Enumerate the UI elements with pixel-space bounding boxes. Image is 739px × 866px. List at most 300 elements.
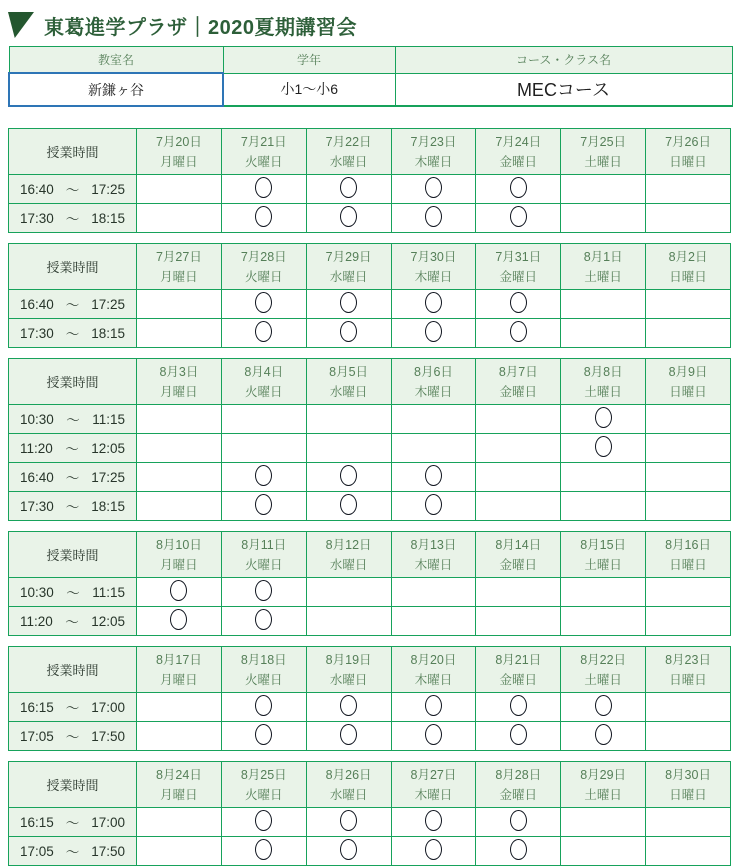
day-header-cell xyxy=(137,647,222,693)
date-label: 8月1日 xyxy=(583,249,623,264)
schedule-cell xyxy=(306,808,391,837)
date-label: 7月29日 xyxy=(325,249,372,264)
class-held-circle-mark xyxy=(510,321,527,342)
schedule-cell xyxy=(221,492,306,521)
date-label: 8月7日 xyxy=(498,364,538,379)
date-label: 8月4日 xyxy=(244,364,284,379)
schedule-cell xyxy=(391,722,476,751)
date-label: 8月10日 xyxy=(155,537,202,552)
schedule-cell xyxy=(646,808,731,837)
timeslot-row xyxy=(9,837,731,866)
day-header-cell xyxy=(221,359,306,405)
flag-triangle-icon xyxy=(8,12,34,38)
day-header-cell xyxy=(306,647,391,693)
schedule-cell xyxy=(561,722,646,751)
weekday-label: 土曜日 xyxy=(584,154,622,169)
time-end: 17:00 xyxy=(91,699,125,715)
schedule-cell xyxy=(391,319,476,348)
weekday-label: 土曜日 xyxy=(584,557,622,572)
schedule-cell xyxy=(221,204,306,233)
time-start: 11:20 xyxy=(20,440,53,456)
schedule-cell xyxy=(646,319,731,348)
week-schedule-table xyxy=(8,646,731,751)
day-header-cell xyxy=(561,647,646,693)
schedule-cell xyxy=(391,434,476,463)
weekday-label: 日曜日 xyxy=(669,557,707,572)
weekday-label: 月曜日 xyxy=(160,672,198,687)
date-label: 8月11日 xyxy=(241,537,287,552)
date-label: 8月13日 xyxy=(410,537,457,552)
schedule-cell xyxy=(646,405,731,434)
schedule-cell xyxy=(646,722,731,751)
timeslot-row xyxy=(9,492,731,521)
weekday-label: 木曜日 xyxy=(414,384,453,399)
class-held-circle-mark xyxy=(255,810,272,831)
info-header-classroom: 教室名 xyxy=(9,47,223,74)
schedule-cell xyxy=(221,693,306,722)
weekday-label: 金曜日 xyxy=(499,269,538,284)
date-label: 8月29日 xyxy=(580,767,627,782)
time-end: 17:25 xyxy=(91,296,125,312)
weekday-label: 火曜日 xyxy=(245,672,283,687)
schedule-cell xyxy=(646,693,731,722)
day-header-cell xyxy=(221,532,306,578)
timeslot-label-cell xyxy=(9,607,137,636)
day-header-cell xyxy=(561,359,646,405)
timeslot-row xyxy=(9,290,731,319)
day-header-cell xyxy=(476,647,561,693)
schedule-tables xyxy=(8,128,731,866)
info-header-row xyxy=(9,47,732,74)
weekday-label: 金曜日 xyxy=(499,384,538,399)
class-held-circle-mark xyxy=(255,839,272,860)
schedule-cell xyxy=(306,319,391,348)
time-tilde: ～ xyxy=(66,413,80,428)
weekday-label: 火曜日 xyxy=(245,787,283,802)
schedule-cell xyxy=(646,607,731,636)
time-tilde: ～ xyxy=(65,845,80,860)
schedule-cell xyxy=(561,319,646,348)
schedule-cell xyxy=(391,837,476,866)
grade-value-cell: 小1～小6 xyxy=(223,73,395,106)
timeslot-row xyxy=(9,722,731,751)
weekday-label: 火曜日 xyxy=(245,557,283,572)
time-end: 17:00 xyxy=(91,814,125,830)
time-end: 11:15 xyxy=(92,411,125,427)
week-schedule-table xyxy=(8,761,731,866)
schedule-cell xyxy=(391,808,476,837)
time-end: 11:15 xyxy=(92,584,125,600)
timeslot-label-cell xyxy=(9,808,137,837)
schedule-cell xyxy=(391,463,476,492)
schedule-cell xyxy=(137,405,222,434)
day-header-cell xyxy=(221,647,306,693)
schedule-cell xyxy=(137,175,222,204)
schedule-cell xyxy=(646,204,731,233)
schedule-cell xyxy=(476,693,561,722)
day-header-cell xyxy=(476,129,561,175)
course-info-table xyxy=(8,46,733,107)
day-header-cell xyxy=(306,129,391,175)
day-header-cell xyxy=(391,647,476,693)
timeslot-label-cell xyxy=(9,204,137,233)
schedule-cell xyxy=(646,175,731,204)
schedule-cell xyxy=(221,607,306,636)
class-held-circle-mark xyxy=(170,580,187,601)
schedule-cell xyxy=(646,290,731,319)
class-held-circle-mark xyxy=(255,177,272,198)
day-header-cell xyxy=(306,244,391,290)
weekday-label: 水曜日 xyxy=(329,672,368,687)
schedule-cell xyxy=(137,722,222,751)
schedule-cell xyxy=(306,607,391,636)
day-header-cell xyxy=(391,762,476,808)
schedule-cell xyxy=(137,204,222,233)
time-start: 16:40 xyxy=(20,181,54,197)
date-label: 8月30日 xyxy=(665,767,711,782)
date-label: 8月9日 xyxy=(668,364,708,379)
schedule-cell xyxy=(476,405,561,434)
time-column-header: 授業時間 xyxy=(9,359,137,405)
schedule-cell xyxy=(476,434,561,463)
time-tilde: ～ xyxy=(65,471,80,486)
schedule-cell xyxy=(306,722,391,751)
timeslot-row xyxy=(9,405,731,434)
time-tilde: ～ xyxy=(65,730,80,745)
time-end: 17:50 xyxy=(91,728,125,744)
class-held-circle-mark xyxy=(340,810,357,831)
week-header-row xyxy=(9,532,731,578)
time-end: 18:15 xyxy=(91,325,125,341)
date-label: 8月22日 xyxy=(580,652,627,667)
timeslot-label-cell xyxy=(9,463,137,492)
date-label: 7月25日 xyxy=(580,134,627,149)
class-held-circle-mark xyxy=(340,321,357,342)
schedule-cell xyxy=(306,837,391,866)
date-label: 8月2日 xyxy=(668,249,708,264)
class-held-circle-mark xyxy=(510,292,527,313)
day-header-cell xyxy=(391,359,476,405)
date-label: 8月25日 xyxy=(240,767,287,782)
class-held-circle-mark xyxy=(340,292,357,313)
weekday-label: 土曜日 xyxy=(584,672,622,687)
date-label: 8月26日 xyxy=(325,767,372,782)
class-held-circle-mark xyxy=(255,494,272,515)
class-held-circle-mark xyxy=(340,724,357,745)
week-header-row xyxy=(9,762,731,808)
weekday-label: 火曜日 xyxy=(245,384,283,399)
time-tilde: ～ xyxy=(66,586,80,601)
class-held-circle-mark xyxy=(425,177,442,198)
schedule-cell xyxy=(391,492,476,521)
classroom-value-cell[interactable]: 新鎌ヶ谷 xyxy=(9,73,223,106)
schedule-cell xyxy=(476,290,561,319)
schedule-cell xyxy=(561,808,646,837)
date-label: 7月24日 xyxy=(495,134,542,149)
timeslot-label-cell xyxy=(9,578,137,607)
schedule-cell xyxy=(306,434,391,463)
weekday-label: 金曜日 xyxy=(499,672,538,687)
date-label: 7月28日 xyxy=(240,249,287,264)
schedule-cell xyxy=(561,175,646,204)
schedule-cell xyxy=(306,578,391,607)
schedule-cell xyxy=(306,463,391,492)
class-held-circle-mark xyxy=(340,465,357,486)
time-tilde: ～ xyxy=(65,183,80,198)
course-value-cell: MECコース xyxy=(395,73,732,106)
week-header-row xyxy=(9,647,731,693)
day-header-cell xyxy=(306,532,391,578)
class-held-circle-mark xyxy=(255,609,272,630)
day-header-cell xyxy=(476,762,561,808)
page-header xyxy=(8,10,731,40)
class-held-circle-mark xyxy=(340,206,357,227)
schedule-cell xyxy=(137,319,222,348)
schedule-cell xyxy=(646,837,731,866)
schedule-cell xyxy=(476,722,561,751)
class-held-circle-mark xyxy=(595,695,612,716)
schedule-cell xyxy=(476,463,561,492)
class-held-circle-mark xyxy=(510,177,527,198)
day-header-cell xyxy=(137,359,222,405)
day-header-cell xyxy=(137,532,222,578)
day-header-cell xyxy=(137,129,222,175)
day-header-cell xyxy=(391,244,476,290)
time-tilde: ～ xyxy=(65,615,79,630)
schedule-cell xyxy=(306,290,391,319)
time-start: 10:30 xyxy=(20,584,54,600)
weekday-label: 金曜日 xyxy=(499,557,538,572)
class-held-circle-mark xyxy=(425,465,442,486)
day-header-cell xyxy=(391,532,476,578)
date-label: 7月21日 xyxy=(240,134,287,149)
week-header-row xyxy=(9,129,731,175)
day-header-cell xyxy=(561,762,646,808)
time-column-header: 授業時間 xyxy=(9,647,137,693)
schedule-cell xyxy=(137,808,222,837)
day-header-cell xyxy=(476,244,561,290)
weekday-label: 木曜日 xyxy=(414,557,453,572)
time-start: 17:30 xyxy=(20,498,54,514)
weekday-label: 水曜日 xyxy=(329,269,368,284)
time-start: 16:40 xyxy=(20,296,54,312)
schedule-cell xyxy=(476,204,561,233)
date-label: 8月19日 xyxy=(325,652,372,667)
day-header-cell xyxy=(561,532,646,578)
weekday-label: 水曜日 xyxy=(329,787,368,802)
class-held-circle-mark xyxy=(255,321,272,342)
schedule-cell xyxy=(476,578,561,607)
time-start: 17:05 xyxy=(20,843,54,859)
class-held-circle-mark xyxy=(595,436,612,457)
timeslot-row xyxy=(9,434,731,463)
class-held-circle-mark xyxy=(510,206,527,227)
week-header-row xyxy=(9,359,731,405)
weekday-label: 日曜日 xyxy=(669,384,707,399)
weekday-label: 火曜日 xyxy=(245,154,283,169)
schedule-cell xyxy=(646,578,731,607)
timeslot-row xyxy=(9,175,731,204)
day-header-cell xyxy=(221,762,306,808)
timeslot-row xyxy=(9,319,731,348)
class-held-circle-mark xyxy=(425,724,442,745)
schedule-cell xyxy=(476,837,561,866)
day-header-cell xyxy=(476,532,561,578)
schedule-cell xyxy=(391,204,476,233)
date-label: 8月8日 xyxy=(583,364,623,379)
time-end: 12:05 xyxy=(91,613,125,629)
date-label: 8月15日 xyxy=(580,537,627,552)
time-end: 12:05 xyxy=(91,440,125,456)
schedule-cell xyxy=(391,607,476,636)
weekday-label: 日曜日 xyxy=(669,787,707,802)
timeslot-row xyxy=(9,693,731,722)
schedule-cell xyxy=(646,434,731,463)
schedule-cell xyxy=(137,492,222,521)
schedule-cell xyxy=(391,290,476,319)
date-label: 7月20日 xyxy=(155,134,202,149)
time-end: 17:50 xyxy=(91,843,125,859)
class-held-circle-mark xyxy=(510,724,527,745)
day-header-cell xyxy=(646,532,731,578)
weekday-label: 木曜日 xyxy=(414,269,453,284)
date-label: 8月16日 xyxy=(665,537,711,552)
time-tilde: ～ xyxy=(65,816,80,831)
timeslot-label-cell xyxy=(9,492,137,521)
schedule-cell xyxy=(561,607,646,636)
weekday-label: 日曜日 xyxy=(669,672,707,687)
time-end: 18:15 xyxy=(91,210,125,226)
schedule-cell xyxy=(221,175,306,204)
class-held-circle-mark xyxy=(340,177,357,198)
schedule-cell xyxy=(561,290,646,319)
class-held-circle-mark xyxy=(510,810,527,831)
week-header-row xyxy=(9,244,731,290)
class-held-circle-mark xyxy=(425,810,442,831)
schedule-cell xyxy=(221,463,306,492)
class-held-circle-mark xyxy=(425,839,442,860)
weekday-label: 土曜日 xyxy=(584,787,622,802)
schedule-cell xyxy=(391,405,476,434)
time-tilde: ～ xyxy=(65,298,80,313)
time-column-header: 授業時間 xyxy=(9,129,137,175)
day-header-cell xyxy=(646,762,731,808)
day-header-cell xyxy=(137,762,222,808)
time-column-header: 授業時間 xyxy=(9,244,137,290)
time-start: 17:05 xyxy=(20,728,54,744)
timeslot-row xyxy=(9,607,731,636)
weekday-label: 日曜日 xyxy=(669,154,707,169)
schedule-cell xyxy=(306,405,391,434)
schedule-cell xyxy=(476,607,561,636)
time-start: 11:20 xyxy=(20,613,53,629)
class-held-circle-mark xyxy=(255,724,272,745)
day-header-cell xyxy=(646,359,731,405)
weekday-label: 月曜日 xyxy=(160,557,198,572)
schedule-cell xyxy=(476,319,561,348)
schedule-cell xyxy=(221,319,306,348)
schedule-cell xyxy=(391,693,476,722)
schedule-cell xyxy=(221,434,306,463)
weekday-label: 土曜日 xyxy=(584,384,622,399)
time-start: 16:15 xyxy=(20,814,54,830)
day-header-cell xyxy=(561,129,646,175)
time-start: 16:40 xyxy=(20,469,54,485)
class-held-circle-mark xyxy=(425,206,442,227)
timeslot-label-cell xyxy=(9,434,137,463)
schedule-cell xyxy=(306,693,391,722)
schedule-cell xyxy=(306,204,391,233)
schedule-cell xyxy=(391,175,476,204)
schedule-cell xyxy=(221,290,306,319)
time-end: 17:25 xyxy=(91,181,125,197)
page-title: 東葛進学プラザ｜2020夏期講習会 xyxy=(44,16,357,39)
timeslot-row xyxy=(9,463,731,492)
class-held-circle-mark xyxy=(340,839,357,860)
weekday-label: 月曜日 xyxy=(160,269,198,284)
day-header-cell xyxy=(646,647,731,693)
weekday-label: 木曜日 xyxy=(414,672,453,687)
time-start: 16:15 xyxy=(20,699,54,715)
info-header-course: コース・クラス名 xyxy=(395,47,732,74)
schedule-cell xyxy=(306,175,391,204)
date-label: 7月30日 xyxy=(410,249,457,264)
timeslot-label-cell xyxy=(9,175,137,204)
schedule-cell xyxy=(137,837,222,866)
date-label: 8月3日 xyxy=(159,364,199,379)
schedule-cell xyxy=(221,837,306,866)
time-column-header: 授業時間 xyxy=(9,532,137,578)
time-start: 17:30 xyxy=(20,325,54,341)
time-start: 17:30 xyxy=(20,210,54,226)
class-held-circle-mark xyxy=(425,695,442,716)
timeslot-row xyxy=(9,808,731,837)
time-column-header: 授業時間 xyxy=(9,762,137,808)
day-header-cell xyxy=(646,129,731,175)
weekday-label: 火曜日 xyxy=(245,269,283,284)
schedule-cell xyxy=(561,434,646,463)
schedule-cell xyxy=(646,463,731,492)
day-header-cell xyxy=(391,129,476,175)
schedule-cell xyxy=(137,290,222,319)
day-header-cell xyxy=(306,359,391,405)
date-label: 8月17日 xyxy=(155,652,202,667)
class-held-circle-mark xyxy=(340,695,357,716)
day-header-cell xyxy=(646,244,731,290)
class-held-circle-mark xyxy=(595,724,612,745)
schedule-cell xyxy=(476,808,561,837)
time-tilde: ～ xyxy=(65,500,80,515)
schedule-cell xyxy=(221,722,306,751)
weekday-label: 土曜日 xyxy=(584,269,622,284)
date-label: 8月18日 xyxy=(240,652,287,667)
weekday-label: 木曜日 xyxy=(414,154,453,169)
date-label: 7月31日 xyxy=(495,249,542,264)
day-header-cell xyxy=(306,762,391,808)
schedule-cell xyxy=(561,492,646,521)
schedule-cell xyxy=(221,578,306,607)
week-schedule-table xyxy=(8,128,731,233)
time-tilde: ～ xyxy=(65,442,79,457)
schedule-cell xyxy=(561,405,646,434)
timeslot-label-cell xyxy=(9,405,137,434)
time-tilde: ～ xyxy=(65,212,80,227)
schedule-cell xyxy=(391,578,476,607)
schedule-cell xyxy=(306,492,391,521)
class-held-circle-mark xyxy=(255,465,272,486)
week-schedule-table xyxy=(8,531,731,636)
date-label: 8月14日 xyxy=(495,537,542,552)
